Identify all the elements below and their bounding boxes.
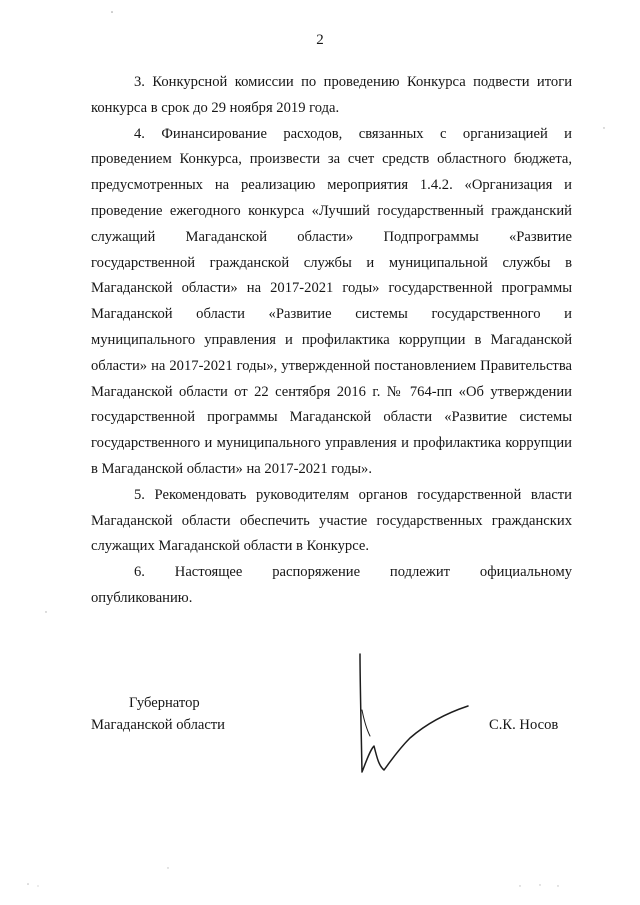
paragraph-3: 3. Конкурсной комиссии по проведению Конкурса подвести итоги конкурса в срок до 29 ноября 2019 года. (91, 74, 572, 116)
handwritten-signature (340, 650, 470, 780)
position-line-2: Магаданской области (91, 717, 225, 733)
position-line-1: Губернатор (129, 695, 200, 711)
paragraph-6: 6. Настоящее распоряжение подлежит официальному опубликованию. (91, 564, 572, 606)
page-number: 2 (316, 32, 324, 48)
paragraph-4: 4. Финансирование расходов, связанных с организацией и проведением Конкурса, произвести за счет средств областного бюджета, предусмотренных на реализацию мероприятия 1.4.2. «Организация и проведение ежегодного конкурса «Лучший государственный гражданский служащий Магаданской области» Подпрограммы «Развитие государственной гражданской службы и муниципальной службы в Магаданской области» на 2017-2021 годы» государственной программы Магаданской области «Развитие системы государственного и муниципального управления и профилактика коррупции в Магаданской области» на 2017-2021 годы», утвержденной постановлением Правительства Магаданской области от 22 сентября 2016 г. № 764-пп «Об утверждении государственной программы Магаданской области «Развитие системы государственного и муниципального управления и профилактика коррупции в Магаданской области» на 2017-2021 годы». (91, 125, 572, 477)
document-body (91, 70, 572, 612)
signatory-position (91, 692, 225, 736)
paragraph-5: 5. Рекомендовать руководителям органов государственной власти Магаданской области обеспечить участие государственных гражданских служащих Магаданской области в Конкурсе. (91, 486, 572, 555)
signatory-name: С.К. Носов (489, 717, 559, 733)
